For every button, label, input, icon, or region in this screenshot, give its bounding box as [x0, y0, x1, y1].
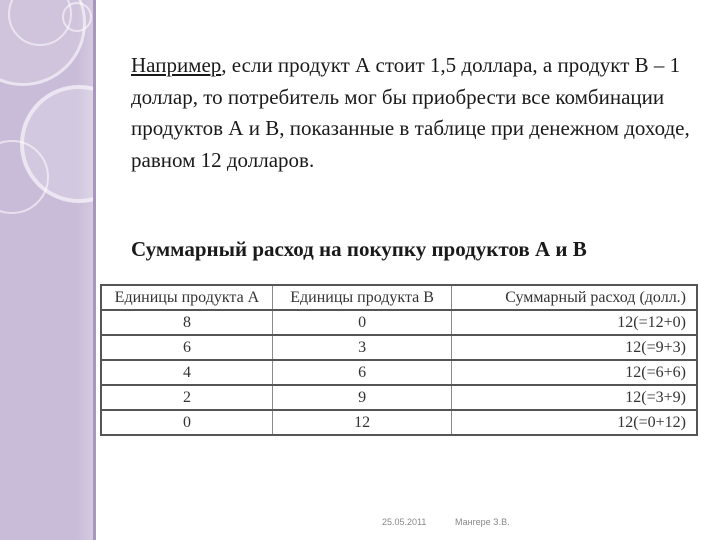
cell-units-a: 8 — [101, 310, 272, 335]
header-units-a: Единицы продукта А — [101, 285, 272, 310]
footer-date: 25.05.2011 — [382, 517, 427, 527]
expenditure-table-container — [100, 284, 698, 436]
footer-author: Мангере З.В. — [455, 517, 510, 527]
cell-units-a: 6 — [101, 335, 272, 360]
cell-units-b: 12 — [272, 410, 451, 435]
header-total: Суммарный расход (долл.) — [452, 285, 697, 310]
table-row — [101, 310, 697, 335]
expenditure-table — [100, 284, 698, 436]
cell-total: 12(=12+0) — [452, 310, 697, 335]
cell-units-b: 6 — [272, 360, 451, 385]
sidebar-highlight — [0, 0, 96, 540]
decorative-sidebar — [0, 0, 96, 540]
cell-units-a: 2 — [101, 385, 272, 410]
cell-total: 12(=3+9) — [452, 385, 697, 410]
header-units-b: Единицы продукта В — [272, 285, 451, 310]
underlined-word: Например — [131, 53, 222, 77]
intro-paragraph — [131, 50, 691, 176]
cell-units-a: 4 — [101, 360, 272, 385]
table-heading: Суммарный расход на покупку продуктов А и В — [131, 237, 587, 261]
table-row — [101, 385, 697, 410]
cell-total: 12(=0+12) — [452, 410, 697, 435]
table-header-row — [101, 285, 697, 310]
cell-units-a: 0 — [101, 410, 272, 435]
cell-total: 12(=6+6) — [452, 360, 697, 385]
table-row — [101, 410, 697, 435]
cell-units-b: 9 — [272, 385, 451, 410]
table-row — [101, 360, 697, 385]
sidebar-edge — [93, 0, 96, 540]
cell-units-b: 3 — [272, 335, 451, 360]
table-row — [101, 335, 697, 360]
cell-units-b: 0 — [272, 310, 451, 335]
paragraph-text: , если продукт А стоит 1,5 доллара, а продукт В – 1 доллар, то потребитель мог бы приобрести все комбинации продуктов А и В, показанные в таблице при денежном доходе, равном 12 долларов. — [131, 53, 690, 172]
cell-total: 12(=9+3) — [452, 335, 697, 360]
